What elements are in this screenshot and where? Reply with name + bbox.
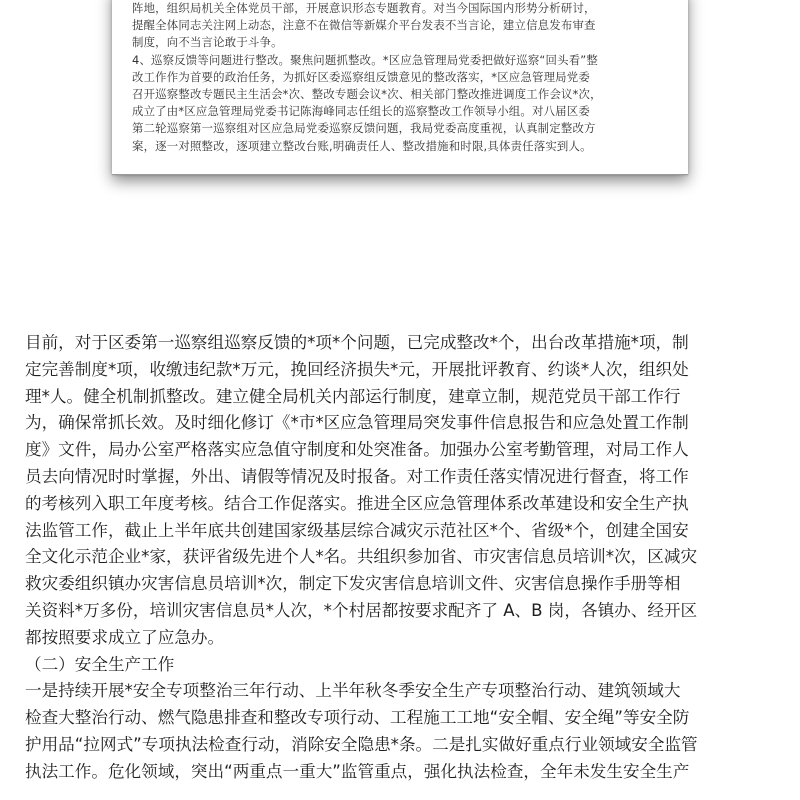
preview-text-block (132, 0, 672, 155)
body-line: 全文化示范企业*家，获评省级先进个人*名。共组织参加省、市灾害信息员培训*次，区减灾 (25, 547, 698, 567)
body-line: 法监管工作，截止上半年底共创建国家级基层综合减灾示范社区*个、省级*个，创建全国安 (25, 520, 689, 540)
preview-line: 召开巡察整改专题民主生活会*次、整改专题会议*次、相关部门整改推进调度工作会议*次， (132, 87, 602, 102)
preview-line: 4、巡察反馈等问题进行整改。聚焦问题抓整改。*区应急管理局党委把做好巡察“回头看”整 (132, 52, 598, 67)
body-line: 都按照要求成立了应急办。 (25, 627, 225, 647)
main-body-text (25, 330, 777, 786)
body-line: 为，确保常抓长效。及时细化修订《*市*区应急管理局突发事件信息报告和应急处置工作制 (25, 413, 689, 433)
preview-line: 案，逐一对照整改，逐项建立整改台账,明确责任人、整改措施和时限,具体责任落实到人。 (132, 138, 592, 153)
body-line: 目前，对于区委第一巡察组巡察反馈的*项*个问题，已完成整改*个，出台改革措施*项，制 (25, 333, 689, 352)
preview-line: 成立了由*区应急管理局党委书记陈海峰同志任组长的巡察整改工作领导小组。对八届区委 (132, 104, 590, 119)
body-line: 救灾委组织镇办灾害信息员培训*次，制定下发灾害信息培训文件、灾害信息操作手册等相 (25, 574, 681, 594)
preview-line: 第二轮巡察第一巡察组对区应急局党委巡察反馈问题，我局党委高度重视，认真制定整改方 (132, 121, 596, 136)
body-line: 理*人。健全机制抓整改。建立健全局机关内部运行制度，建章立制，规范党员干部工作行 (25, 386, 681, 406)
preview-line: 改工作作为首要的政治任务，为抓好区委巡察组反馈意见的整改落实，*区应急管理局党委 (132, 69, 590, 84)
preview-line: 阵地，组织局机关全体党员干部，开展意识形态专题教育。对当今国际国内形势分析研讨， (132, 1, 596, 15)
body-line: 员去向情况时时掌握，外出、请假等情况及时报备。对工作责任落实情况进行督查，将工作 (25, 466, 689, 486)
body-line: 的考核列入职工年度考核。结合工作促落实。推进全区应急管理体系改革建设和安全生产执 (25, 493, 689, 513)
preview-line: 制度，向不当言论敢于斗争。 (132, 35, 283, 50)
section-heading: （二）安全生产工作 (25, 654, 175, 674)
body-line: 关资料*万多份，培训灾害信息员*人次，*个村居都按要求配齐了 A、B 岗，各镇办、经开区 (25, 600, 698, 620)
embedded-document-preview (112, 0, 688, 175)
preview-line: 提醒全体同志关注网上动态，注意不在微信等新媒介平台发表不当言论，建立信息发布审查 (132, 18, 596, 33)
body-line: 检查大整治行动、燃气隐患排查和整改专项行动、工程施工工地“安全帽、安全绳”等安全防 (25, 708, 690, 728)
body-line: 护用品“拉网式”专项执法检查行动，消除安全隐患*条。二是扎实做好重点行业领域安全监管 (25, 734, 698, 754)
body-line: 定完善制度*项，收缴违纪款*万元，挽回经济损失*元，开展批评教育、约谈*人次，组织处 (25, 359, 689, 379)
body-line: 度》文件，局办公室严格落实应急值守制度和处突准备。加强办公室考勤管理，对局工作人 (25, 440, 689, 460)
body-line: 一是持续开展*安全专项整治三年行动、上半年秋冬季安全生产专项整治行动、建筑领域大 (25, 681, 681, 701)
body-line: 执法工作。危化领域，突出“两重点一重大”监管重点，强化执法检查，全年未发生安全生产 (25, 761, 690, 781)
